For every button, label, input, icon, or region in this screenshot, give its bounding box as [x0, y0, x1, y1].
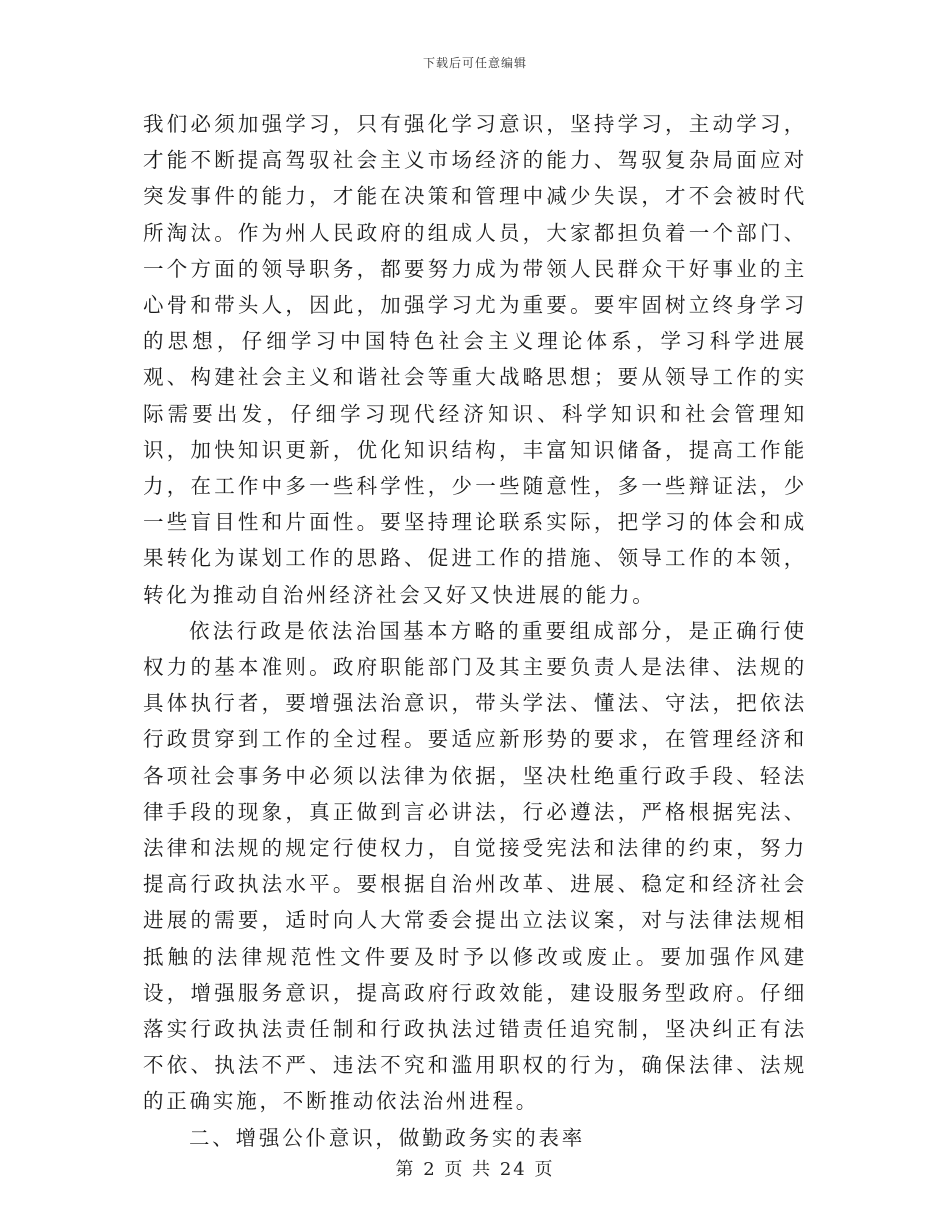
page-header: 下载后可任意编辑 — [422, 56, 527, 70]
page-number-label: 第 2 页 共 24 页 — [395, 1159, 555, 1180]
paragraph-learning: 我们必须加强学习，只有强化学习意识，坚持学习，主动学习，才能不断提高驾驭社会主义市场经济的能力、驾驭复杂局面应对突发事件的能力，才能在决策和管理中减少失误，才不会被时代所淘汰。作为州人民政府的组成人员，大家都担负着一个部门、一个方面的领导职务，都要努力成为带领人民群众干好事业的主心骨和带头人，因此，加强学习尤为重要。要牢固树立终身学习的思想，仔细学习中国特色社会主义理论体系，学习科学进展观、构建社会主义和谐社会等重大战略思想；要从领导工作的实际需要出发，仔细学习现代经济知识、科学知识和社会管理知识，加快知识更新，优化知识结构，丰富知识储备，提高工作能力，在工作中多一些科学性，少一些随意性，多一些辩证法，少一些盲目性和片面性。要坚持理论联系实际，把学习的体会和成果转化为谋划工作的思路、促进工作的措施、领导工作的本领，转化为推动自治州经济社会又好又快进展的能力。 — [143, 112, 807, 607]
document-body — [143, 106, 807, 1156]
page-footer — [0, 1155, 950, 1181]
paragraph-rule-of-law: 依法行政是依法治国基本方略的重要组成部分，是正确行使权力的基本准则。政府职能部门及其主要负责人是法律、法规的具体执行者，要增强法治意识，带头学法、懂法、守法，把依法行政贯穿到工作的全过程。要适应新形势的要求，在管理经济和各项社会事务中必须以法律为依据，坚决杜绝重行政手段、轻法律手段的现象，真正做到言必讲法，行必遵法，严格根据宪法、法律和法规的规定行使权力，自觉接受宪法和法律的约束，努力提高行政执法水平。要根据自治州改革、进展、稳定和经济社会进展的需要，适时向人大常委会提出立法议案，对与法律法规相抵触的法律规范性文件要及时予以修改或废止。要加强作风建设，增强服务意识，提高政府行政效能，建设服务型政府。仔细落实行政执法责任制和行政执法过错责任追究制，坚决纠正有法不依、执法不严、违法不究和滥用职权的行为，确保法律、法规的正确实施，不断推动依法治州进程。 — [143, 618, 807, 1114]
section-heading: 二、增强公仆意识，做勤政务实的表率 — [189, 1125, 586, 1150]
